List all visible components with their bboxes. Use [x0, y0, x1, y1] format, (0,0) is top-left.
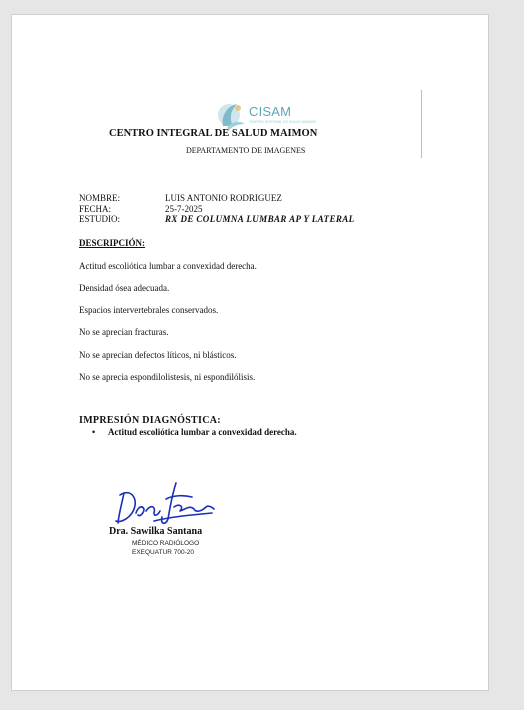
- handwritten-signature: [110, 477, 220, 529]
- finding-item: No se aprecian fracturas.: [79, 327, 169, 337]
- date-value: 25-7-2025: [165, 204, 203, 214]
- impression-item: [92, 427, 297, 437]
- doctor-name: Dra. Sawilka Santana: [109, 526, 203, 537]
- impression-text: Actitud escoliótica lumbar a convexidad derecha.: [108, 427, 297, 437]
- patient-name-row: [79, 193, 282, 203]
- doctor-title: MÉDICO RADIÓLOGO: [132, 540, 200, 547]
- document-page: [11, 14, 489, 691]
- study-row: [79, 214, 355, 224]
- bullet-icon: •: [92, 427, 96, 437]
- finding-item: No se aprecia espondilolistesis, ni espondilólisis.: [79, 372, 256, 382]
- finding-item: No se aprecian defectos líticos, ni blásticos.: [79, 350, 237, 360]
- logo-subtitle: CENTRO INTEGRAL DE SALUD MAIMON: [249, 120, 316, 124]
- finding-item: Densidad ósea adecuada.: [79, 283, 170, 293]
- doctor-license: EXEQUATUR 700-20: [132, 549, 195, 556]
- finding-item: Actitud escoliótica lumbar a convexidad derecha.: [79, 261, 257, 271]
- center-name: CENTRO INTEGRAL DE SALUD MAIMON: [109, 128, 318, 139]
- study-value: RX DE COLUMNA LUMBAR AP Y LATERAL: [165, 214, 355, 224]
- patient-name-value: LUIS ANTONIO RODRIGUEZ: [165, 193, 282, 203]
- logo-text: CISAM: [249, 104, 292, 119]
- study-label: ESTUDIO:: [79, 214, 120, 224]
- patient-name-label: NOMBRE:: [79, 193, 121, 203]
- description-title: DESCRIPCIÓN:: [79, 238, 146, 248]
- date-label: FECHA:: [79, 204, 112, 214]
- date-row: [79, 204, 203, 214]
- impression-title: IMPRESIÓN DIAGNÓSTICA:: [79, 415, 221, 426]
- finding-item: Espacios intervertebrales conservados.: [79, 305, 219, 315]
- header-divider: [421, 90, 422, 158]
- department-name: DEPARTAMENTO DE IMAGENES: [186, 146, 306, 155]
